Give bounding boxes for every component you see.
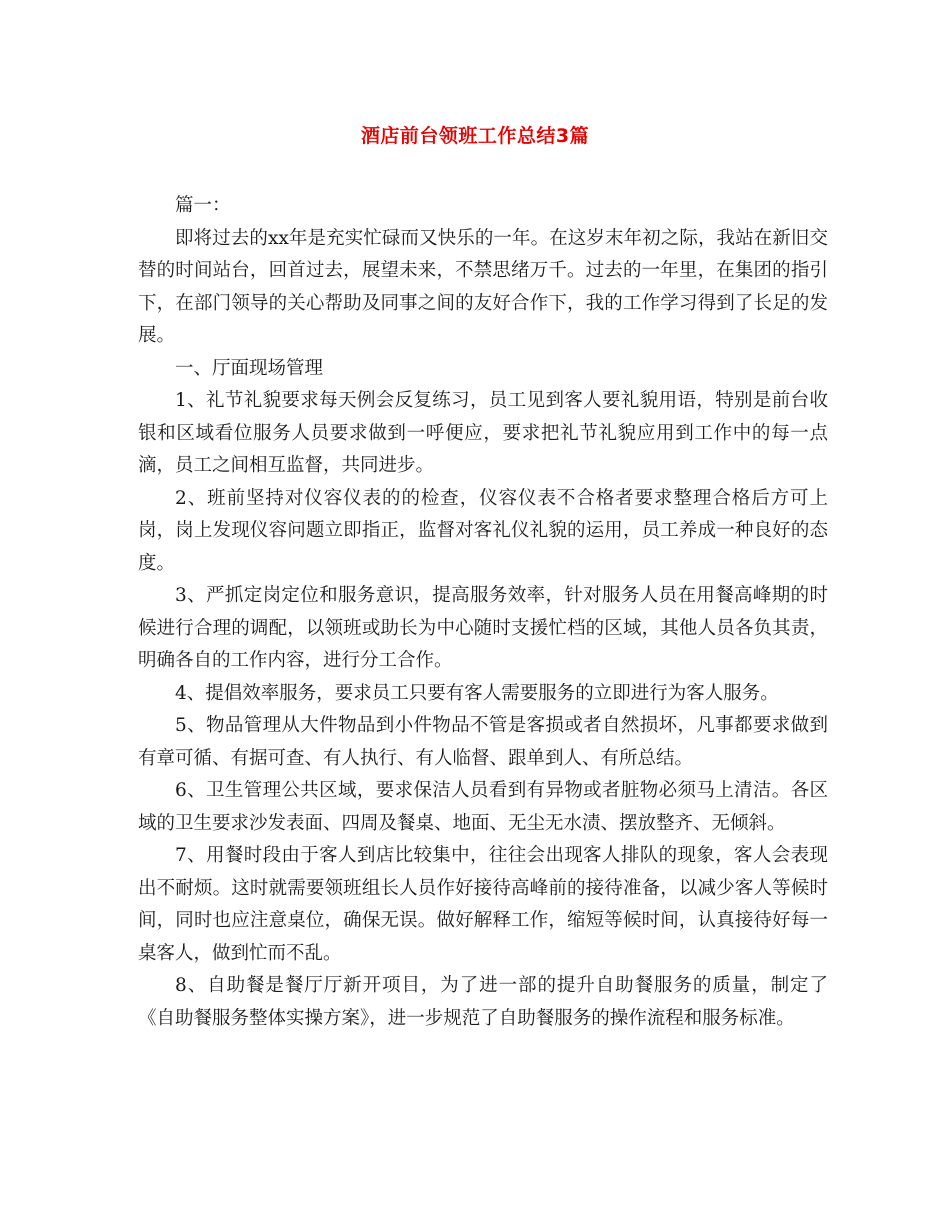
document-title: 酒店前台领班工作总结3篇 [360,125,590,147]
list-item: 8、自助餐是餐厅厅新开项目，为了进一部的提升自助餐服务的质量，制定了《自助餐服务整体实操方案》，进一步规范了自助餐服务的操作流程和服务标准。 [138,975,828,1029]
list-item: 7、用餐时段由于客人到店比较集中，往往会出现客人排队的现象，客人会表现出不耐烦。这时就需要领班组长人员作好接待高峰前的接待准备，以减少客人等候时间，同时也应注意桌位，确保无误。做好解释工作，缩短等候时间，认真接待好每一桌客人，做到忙而不乱。 [138,845,828,964]
list-item: 3、严抓定岗定位和服务意识，提高服务效率，针对服务人员在用餐高峰期的时候进行合理的调配，以领班或助长为中心随时支援忙档的区域，其他人员各负其责，明确各自的工作内容，进行分工合作。 [138,585,828,671]
subsection-heading: 一、厅面现场管理 [175,357,324,379]
section-heading: 篇一： [175,195,231,216]
document-body [138,190,828,1035]
list-item: 1、礼节礼貌要求每天例会反复练习，员工见到客人要礼貌用语，特别是前台收银和区域看位服务人员要求做到一呼便应，要求把礼节礼貌应用到工作中的每一点滴，员工之间相互监督，共同进步。 [138,390,828,476]
list-item: 6、卫生管理公共区域，要求保洁人员看到有异物或者脏物必须马上清洁。各区域的卫生要求沙发表面、四周及餐桌、地面、无尘无水渍、摆放整齐、无倾斜。 [138,780,828,834]
intro-paragraph: 即将过去的xx年是充实忙碌而又快乐的一年。在这岁末年初之际，我站在新旧交替的时间站台，回首过去，展望未来，不禁思绪万千。过去的一年里，在集团的指引下，在部门领导的关心帮助及同事之间的友好合作下，我的工作学习得到了长足的发展。 [138,227,828,346]
list-item: 2、班前坚持对仪容仪表的的检查，仪容仪表不合格者要求整理合格后方可上岗，岗上发现仪容问题立即指正，监督对客礼仪礼貌的运用，员工养成一种良好的态度。 [138,487,828,574]
list-item: 5、物品管理从大件物品到小件物品不管是客损或者自然损坏，凡事都要求做到有章可循、有据可查、有人执行、有人临督、跟单到人、有所总结。 [138,715,828,769]
list-item: 4、提倡效率服务，要求员工只要有客人需要服务的立即进行为客人服务。 [175,682,779,704]
